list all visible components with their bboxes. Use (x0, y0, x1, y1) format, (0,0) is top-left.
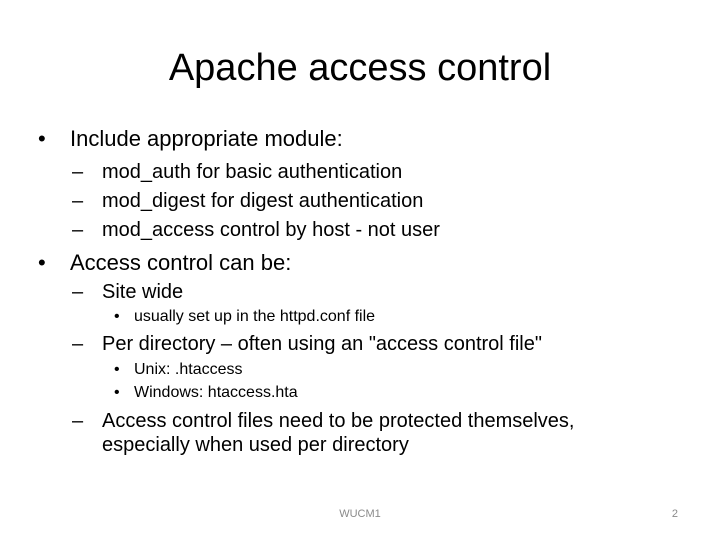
bullet-marker: • (114, 308, 120, 325)
sub-bullet-text: Per directory – often using an "access control file" (102, 333, 542, 355)
sub-bullet-text: mod_digest for digest authentication (102, 190, 424, 212)
sub-sub-bullet-text: Unix: .htaccess (134, 361, 243, 378)
dash-marker: – (72, 333, 84, 355)
sub-bullet-text: mod_auth for basic authentication (102, 161, 403, 183)
footer-label: WUCM1 (339, 508, 381, 520)
sub-bullet-text: Site wide (102, 281, 184, 303)
page-number: 2 (671, 508, 678, 520)
sub-bullet-text: Access control files need to be protected themselves, (102, 410, 575, 432)
sub-sub-bullet-text: Windows: htaccess.hta (134, 384, 298, 401)
bullet-marker: • (114, 361, 120, 378)
sub-bullet-continuation: especially when used per directory (102, 434, 409, 456)
dash-marker: – (72, 410, 84, 432)
bullet-marker: • (38, 250, 46, 275)
dash-marker: – (72, 190, 84, 212)
sub-sub-bullet-text: usually set up in the httpd.conf file (134, 308, 376, 325)
bullet-text: Include appropriate module: (70, 126, 343, 151)
dash-marker: – (72, 281, 84, 303)
bullet-marker: • (114, 384, 120, 401)
dash-marker: – (72, 219, 84, 241)
bullet-text: Access control can be: (70, 250, 292, 275)
slide-title: Apache access control (168, 47, 552, 89)
bullet-marker: • (38, 126, 46, 151)
sub-bullet-text: mod_access control by host - not user (102, 219, 440, 241)
dash-marker: – (72, 161, 84, 183)
